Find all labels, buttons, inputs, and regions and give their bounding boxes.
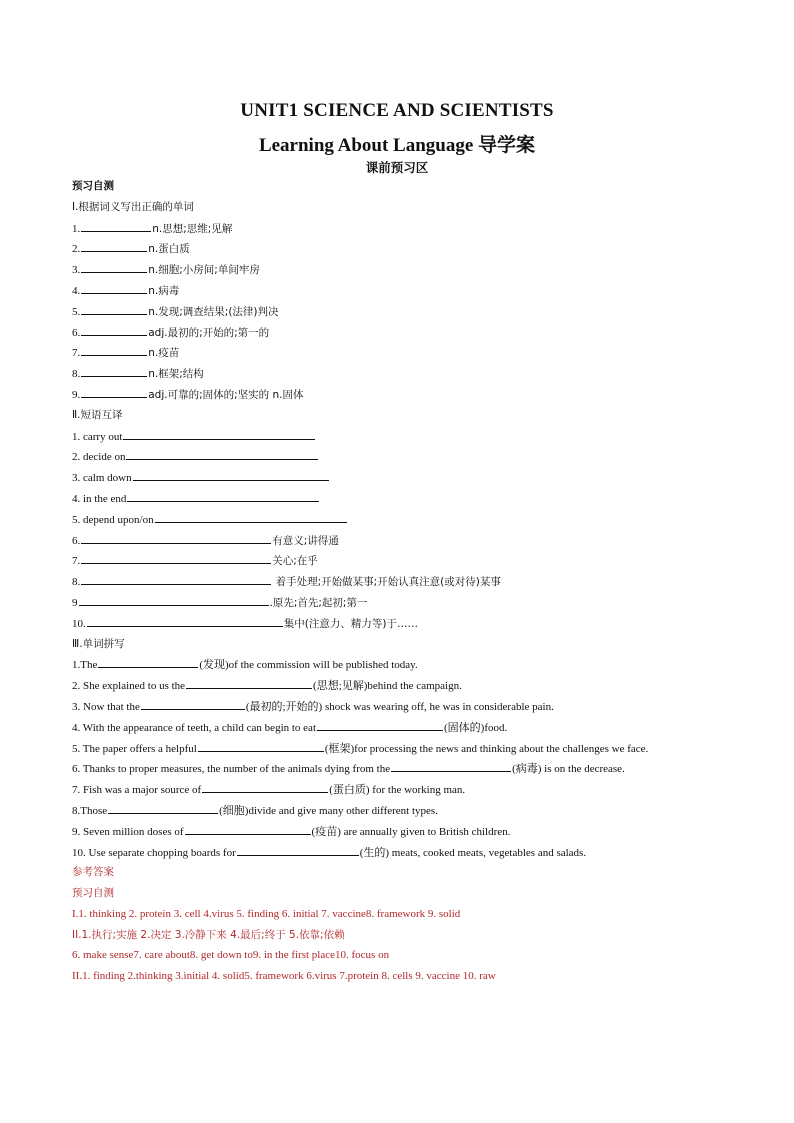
answer-blank[interactable] [141, 696, 245, 710]
answer-blank[interactable] [127, 488, 319, 502]
part3-item [72, 717, 732, 738]
answer-blank[interactable] [185, 821, 311, 835]
item-number: 7. [72, 347, 81, 360]
part3-item [72, 654, 732, 675]
answer-blank[interactable] [81, 259, 147, 273]
answer-blank[interactable] [108, 800, 218, 814]
answer-blank[interactable] [81, 530, 271, 544]
answer-line: I.1. thinking 2. protein 3. cell 4.virus 5. finding 6. initial 7. vaccine8. framework 9. solid [72, 907, 461, 920]
answer-blank[interactable] [81, 363, 147, 377]
sentence-start: 9. Seven million doses of [72, 825, 184, 838]
phrase-prompt: 5. depend upon/on [72, 513, 154, 526]
part2-heading: Ⅱ.短语互译 [72, 408, 123, 421]
sentence-start: 3. Now that the [72, 700, 140, 713]
sentence-start: 1.The [72, 659, 98, 672]
answer-line: II.1.执行;实施 2.决定 3.冷静下来 4.最后;终于 5.依靠;依赖 [72, 928, 345, 941]
sentence-end: (发现)of the commission will be published today. [199, 659, 418, 672]
phrase-prompt: 3. calm down [72, 472, 132, 485]
answer-blank[interactable] [133, 467, 329, 481]
item-definition: n.细胞;小房间;单间牢房 [148, 264, 260, 277]
phrase-prompt: 8. [72, 576, 81, 589]
item-definition: n.病毒 [148, 284, 180, 297]
preview-heading: 预习自测 [72, 180, 114, 192]
unit-title: UNIT1 SCIENCE AND SCIENTISTS [240, 100, 554, 121]
sentence-start: 8.Those [72, 804, 108, 817]
phrase-prompt: 9 [72, 596, 78, 609]
part3-item [72, 675, 732, 696]
part2-list [72, 426, 732, 634]
sentence-end: (疫苗) are annually given to British children. [311, 825, 511, 838]
part1-item [72, 301, 732, 322]
part2-item [72, 550, 732, 571]
phrase-prompt: 6. [72, 534, 81, 547]
part3-item [72, 842, 732, 863]
item-definition: n.疫苗 [148, 347, 180, 360]
answer-blank[interactable] [81, 322, 147, 336]
part3-item [72, 738, 732, 759]
item-number: 8. [72, 368, 81, 381]
phrase-meaning: 关心;在乎 [272, 555, 318, 568]
part2-item [72, 426, 732, 447]
phrase-meaning: .原先;首先;起初;第一 [269, 596, 368, 609]
part1-item [72, 238, 732, 259]
part1-item [72, 342, 732, 363]
part3-item [72, 779, 732, 800]
item-definition: adj.最初的;开始的;第一的 [148, 326, 270, 339]
item-number: 4. [72, 284, 81, 297]
part2-item [72, 613, 732, 634]
phrase-meaning: 有意义;讲得通 [272, 534, 339, 547]
answer-blank[interactable] [81, 301, 147, 315]
item-definition: adj.可靠的;固体的;坚实的 n.固体 [148, 388, 304, 401]
phrase-meaning: 集中(注意力、精力等)于…… [283, 617, 418, 630]
sentence-start: 7. Fish was a major source of [72, 784, 202, 797]
item-definition: n.思想;思维;见解 [152, 222, 233, 235]
item-number: 2. [72, 243, 81, 256]
part2-item [72, 509, 732, 530]
part1-item [72, 259, 732, 280]
answer-blank[interactable] [98, 654, 198, 668]
part2-item [72, 467, 732, 488]
phrase-prompt: 1. carry out [72, 430, 123, 443]
phrase-meaning: 着手处理;开始做某事;开始认真注意(或对待)某事 [272, 576, 501, 589]
answers-heading: 参考答案 [72, 866, 114, 879]
part1-heading: I.根据词义写出正确的单词 [72, 200, 194, 213]
answer-blank[interactable] [186, 675, 312, 689]
answer-blank[interactable] [123, 426, 315, 440]
sentence-start: 5. The paper offers a helpful [72, 742, 197, 755]
answer-blank[interactable] [81, 238, 147, 252]
answer-blank[interactable] [81, 571, 271, 585]
part3-heading: Ⅲ.单词拼写 [72, 637, 125, 650]
answer-line: 6. make sense7. care about8. get down to9. in the first place10. focus on [72, 949, 390, 962]
lesson-title: Learning About Language 导学案 [258, 135, 536, 156]
part2-item [72, 571, 732, 592]
answer-blank[interactable] [87, 613, 283, 627]
sentence-start: 4. With the appearance of teeth, a child can begin to eat [72, 721, 316, 734]
sentence-end: (最初的;开始的) shock was wearing off, he was in considerable pain. [245, 700, 554, 713]
answer-line: II.1. finding 2.thinking 3.initial 4. solid5. framework 6.virus 7.protein 8. cells 9. vaccine 10. raw [72, 970, 496, 983]
sentence-end: (细胞)divide and give many other different types. [219, 804, 438, 817]
answer-blank[interactable] [81, 280, 147, 294]
item-number: 5. [72, 305, 81, 318]
part1-item [72, 384, 732, 405]
sentence-end: (框架)for processing the news and thinking about the challenges we face. [324, 742, 649, 755]
part1-item [72, 280, 732, 301]
phrase-prompt: 2. decide on [72, 451, 126, 464]
answer-blank[interactable] [317, 717, 443, 731]
part3-item [72, 696, 732, 717]
item-definition: n.发现;调查结果;(法律)判决 [148, 305, 279, 318]
answer-blank[interactable] [198, 738, 324, 752]
answer-blank[interactable] [81, 550, 271, 564]
answer-blank[interactable] [391, 758, 511, 772]
part3-item [72, 800, 732, 821]
answers-list [72, 904, 732, 987]
part2-item [72, 488, 732, 509]
item-definition: n.框架;结构 [148, 368, 204, 381]
item-definition: n.蛋白质 [148, 243, 190, 256]
answer-blank[interactable] [237, 842, 359, 856]
phrase-prompt: 7. [72, 555, 81, 568]
part1-item [72, 363, 732, 384]
part1-item [72, 322, 732, 343]
answer-blank[interactable] [126, 446, 318, 460]
sentence-end: (蛋白质) for the working man. [329, 784, 466, 797]
answers-subheading: 预习自测 [72, 887, 114, 900]
answer-blank[interactable] [81, 218, 151, 232]
sentence-end: (病毒) is on the decrease. [512, 763, 625, 776]
sentence-end: (思想;见解)behind the campaign. [313, 680, 462, 693]
answer-blank[interactable] [79, 592, 269, 606]
item-number: 9. [72, 388, 81, 401]
section-title: 课前预习区 [365, 160, 429, 175]
part1-list [72, 218, 732, 405]
part2-item [72, 530, 732, 551]
part3-item [72, 821, 732, 842]
sentence-start: 2. She explained to us the [72, 680, 186, 693]
phrase-prompt: 10. [72, 617, 86, 630]
item-number: 1. [72, 222, 81, 235]
item-number: 3. [72, 264, 81, 277]
answer-blank[interactable] [81, 342, 147, 356]
part2-item [72, 592, 732, 613]
item-number: 6. [72, 326, 81, 339]
sentence-end: (固体的)food. [444, 721, 508, 734]
sentence-start: 10. Use separate chopping boards for [72, 846, 236, 859]
answer-blank[interactable] [202, 779, 328, 793]
worksheet-content [72, 176, 732, 987]
phrase-prompt: 4. in the end [72, 492, 127, 505]
part2-item [72, 446, 732, 467]
part1-item [72, 218, 732, 239]
part3-list [72, 654, 732, 862]
part3-item [72, 758, 732, 779]
sentence-start: 6. Thanks to proper measures, the number of the animals dying from the [72, 763, 391, 776]
answer-blank[interactable] [155, 509, 347, 523]
sentence-end: (生的) meats, cooked meats, vegetables and salads. [359, 846, 587, 859]
answer-blank[interactable] [81, 384, 147, 398]
